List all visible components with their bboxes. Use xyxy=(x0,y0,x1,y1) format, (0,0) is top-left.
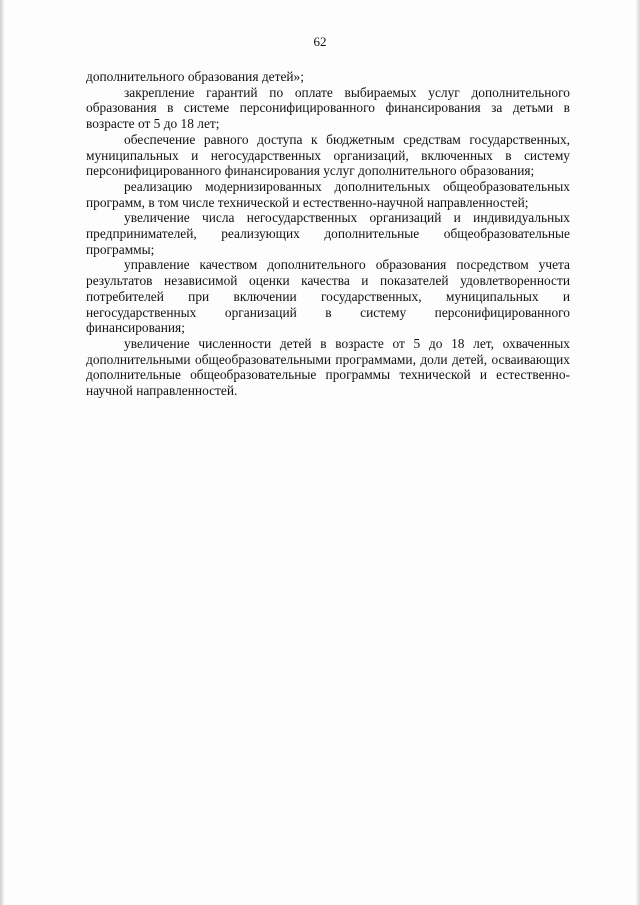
paragraph-children-coverage: увеличение численности детей в возрасте от 5 до 18 лет, охваченных дополнительными общеобразовательными программами, доли детей, осваивающих дополнительные общеобразовательные программы технической и естественно-научной направленностей. xyxy=(86,335,570,399)
scan-edge-left xyxy=(0,0,4,905)
paragraph-quality-management: управление качеством дополнительного образования посредством учета результатов независимой оценки качества и показателей удовлетворенности потребителей при включении государственных, муниципальных и негосударственных организаций в систему персонифицированного финансирования; xyxy=(86,257,570,336)
paragraph-modernized-programs: реализацию модернизированных дополнительных общеобразовательных программ, в том числе технической и естественно-научной направленностей; xyxy=(86,178,570,210)
scan-edge-right xyxy=(636,0,640,905)
paragraph-continuation: дополнительного образования детей»; xyxy=(86,69,304,84)
paragraph-equal-access: обеспечение равного доступа к бюджетным средствам государственных, муниципальных и негосударственных организаций, включенных в систему персонифицированного финансирования услуг дополнительного образования; xyxy=(86,131,570,179)
paragraph-guarantees: закрепление гарантий по оплате выбираемых услуг дополнительного образования в системе персонифицированного финансирования за детьми в возрасте от 5 до 18 лет; xyxy=(86,84,570,132)
page-number: 62 xyxy=(313,34,327,49)
paragraph-non-state-organizations: увеличение числа негосударственных организаций и индивидуальных предпринимателей, реализующих дополнительные общеобразовательные программы; xyxy=(86,210,570,257)
document-body xyxy=(86,69,570,399)
